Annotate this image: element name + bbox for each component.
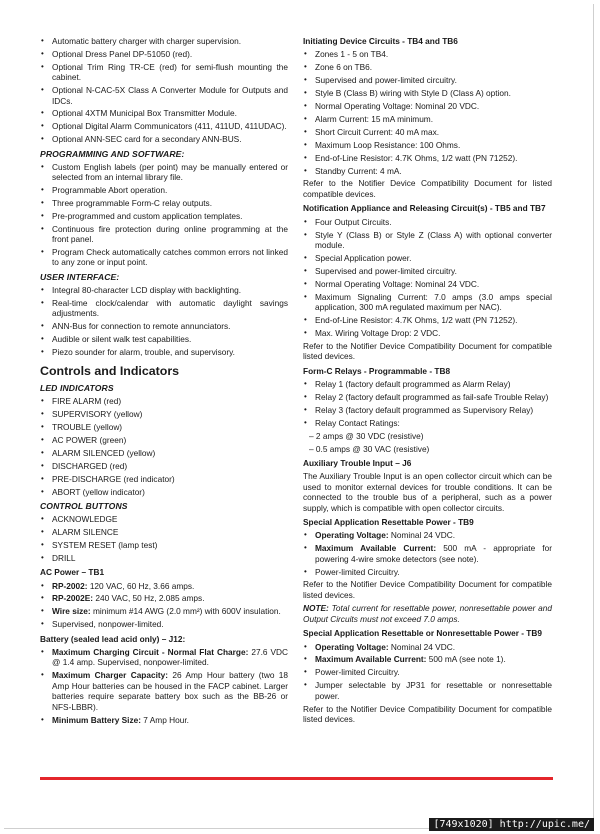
list-item: • Four Output Circuits. [303,217,552,227]
list-item: • Relay 2 (factory default programmed as fail-safe Trouble Relay) [303,392,552,402]
list-item: – 2 amps @ 30 VDC (resistive) [309,430,424,441]
spec-value: 500 mA - appropriate for powering 4-wire smoke detectors (see note). [315,543,552,564]
idc-heading: Initiating Device Circuits - TB4 and TB6 [303,36,458,46]
spec-value: minimum #14 AWG (2.0 mm²) with 600V insulation. [90,606,281,617]
user-interface-list [40,285,288,357]
list-item: • ABORT (yellow indicator) [40,487,288,497]
list-item: • Continuous fire protection during online programming at the front panel. [40,224,288,245]
tb9-heading: Special Application Resettable Power - TB9 [303,516,474,527]
battery-heading: Battery (sealed lead acid only) – J12: [40,633,186,644]
spec-key: Operating Voltage: [315,641,389,652]
left-column [40,36,288,727]
tb9-list [303,530,552,577]
user-interface-heading: USER INTERFACE: [40,271,120,282]
list-item: • Pre-programmed and custom application templates. [40,211,288,221]
tb9b-list [303,642,552,702]
spec-key: Maximum Charger Capacity: [52,670,169,681]
nac-list [303,217,552,339]
list-item: • FIRE ALARM (red) [40,396,288,406]
list-item: • ALARM SILENCE [40,527,288,537]
spec-value: 120 VAC, 60 Hz, 3.66 amps. [87,580,195,591]
list-item: • Piezo sounder for alarm, trouble, and supervisory. [40,347,288,357]
list-item: • Relay 3 (factory default programmed as Supervisory Relay) [303,405,552,415]
list-item: • Maximum Loop Resistance: 100 Ohms. [303,140,552,150]
list-item: • ACKNOWLEDGE [40,514,288,524]
list-item: • Supervised and power-limited circuitry. [303,266,552,276]
list-item: • TROUBLE (yellow) [40,422,288,432]
relays-list [303,379,552,454]
control-buttons-heading: CONTROL BUTTONS [40,501,128,511]
aux-trouble-text: The Auxiliary Trouble Input is an open collector circuit which can be used to monitor external devices for trouble conditions. It can be connected to the trouble bus of a peripheral, such as a power supply, which is compatible with open collector circuits. [303,471,552,513]
list-item [40,715,288,725]
spec-key: Operating Voltage: [315,530,389,541]
tb9-reference: Refer to the Notifier Device Compatibility Document for compatible listed devices. [303,579,552,600]
spec-key: Maximum Available Current: [315,654,427,665]
list-item [303,680,552,701]
list-item: • DISCHARGED (red) [40,461,288,471]
aux-trouble-heading: Auxiliary Trouble Input – J6 [303,457,412,468]
list-item: • DRILL [40,553,288,563]
list-item: • End-of-Line Resistor: 4.7K Ohms, 1/2 watt (PN 71252). [303,153,552,163]
right-column [303,36,552,727]
list-item: • Automatic battery charger with charger supervision. [40,36,288,46]
tb9b-heading: Special Application Resettable or Nonresettable Power - TB9 [303,628,542,639]
list-item: • Optional 4XTM Municipal Box Transmitter Module. [40,108,288,118]
list-item [303,543,552,564]
list-item [303,567,552,577]
relays-heading: Form-C Relays - Programmable - TB8 [303,365,451,376]
note [303,603,552,624]
list-item [40,593,288,603]
spec-key: RP-2002E: [52,593,94,604]
nac-reference: Refer to the Notifier Device Compatibility Document for compatible listed devices. [303,340,552,362]
spec-value: 26 Amp Hour battery (two 18 Amp Hour batteries can be housed in the FACP cabinet. Larger batteries require separate battery box such as the BB-26 or NFS-LBBR). [52,670,288,712]
list-item: • Short Circuit Current: 40 mA max. [303,127,552,137]
list-item [303,654,552,664]
idc-list [303,49,552,176]
spec-value: 240 VAC, 50 Hz, 2.085 amps. [93,593,205,604]
intro-list [40,36,288,145]
spec-key: Wire size: [52,606,91,617]
list-item: • Integral 80-character LCD display with backlighting. [40,285,288,295]
list-item [40,619,288,629]
spec-value: 7 Amp Hour. [140,714,189,725]
spec-value: 500 mA (see note 1). [426,654,506,665]
list-item [40,581,288,591]
list-item: • Optional Digital Alarm Communicators (411, 411UD, 411UDAC). [40,121,288,131]
list-item: • Real-time clock/calendar with automatic daylight savings adjustments. [40,298,288,319]
list-item [303,530,552,540]
list-item: • Zone 6 on TB6. [303,62,552,72]
footer-accent-bar [40,777,553,780]
spec-value: Jumper selectable by JP31 for resettable or nonresettable power. [315,680,552,701]
list-item: • SUPERVISORY (yellow) [40,409,288,419]
tb9b-reference: Refer to the Notifier Device Compatibility Document for compatible listed devices. [303,703,552,724]
list-item: • ANN-Bus for connection to remote annunciators. [40,321,288,331]
list-item [303,642,552,652]
list-item: • PRE-DISCHARGE (red indicator) [40,474,288,484]
list-item: • Optional N-CAC-5X Class A Converter Module for Outputs and IDCs. [40,85,288,106]
spec-value: Nominal 24 VDC. [388,530,456,541]
list-item [40,647,288,668]
list-item: • Special Application power. [303,253,552,263]
list-item: • Optional ANN-SEC card for a secondary ANN-BUS. [40,134,288,144]
list-item: • Normal Operating Voltage: Nominal 24 VDC. [303,279,552,289]
spec-value: Supervised, nonpower-limited. [52,619,164,630]
spec-value: Nominal 24 VDC. [388,641,456,652]
list-item: • Supervised and power-limited circuitry. [303,75,552,85]
spec-value: 27.6 VDC @ 1.4 amp. Supervised, nonpower-limited. [52,647,289,668]
controls-heading: Controls and Indicators [40,364,180,379]
list-item: • ALARM SILENCED (yellow) [40,448,288,458]
list-item: – 0.5 amps @ 30 VAC (resistive) [309,443,430,454]
spec-key: RP-2002: [52,580,88,591]
list-item: • Program Check automatically catches common errors not linked to any zone or input point. [40,247,288,268]
list-item: • Normal Operating Voltage: Nominal 20 VDC. [303,101,552,111]
list-item: • Optional Dress Panel DP-51050 (red). [40,49,288,59]
nac-heading: Notification Appliance and Releasing Circuit(s) - TB5 and TB7 [303,203,546,214]
list-item: • Max. Wiring Voltage Drop: 2 VDC. [303,328,552,338]
list-item: • Relay Contact Ratings: [303,418,552,428]
idc-reference: Refer to the Notifier Device Compatibility Document for listed compatible devices. [303,178,552,199]
led-list [40,396,288,497]
list-item: • Style Y (Class B) or Style Z (Class A) with optional converter module. [303,230,552,251]
list-item: • Audible or silent walk test capabilities. [40,334,288,344]
list-item: • Zones 1 - 5 on TB4. [303,49,552,59]
spec-value: Power-limited Circuitry. [315,566,400,577]
spec-key: Maximum Available Current: [315,543,437,554]
note-label: NOTE: [303,603,329,614]
list-item: • Programmable Abort operation. [40,185,288,195]
ac-power-heading: AC Power – TB1 [40,567,105,578]
list-item: • Relay 1 (factory default programmed as Alarm Relay) [303,379,552,389]
ac-power-list [40,581,288,630]
list-item: • AC POWER (green) [40,435,288,445]
list-item: • End-of-Line Resistor: 4.7K Ohms, 1/2 watt (PN 71252). [303,315,552,325]
programming-list [40,162,288,268]
list-item: • Three programmable Form-C relay outputs. [40,198,288,208]
spec-key: Minimum Battery Size: [52,714,141,725]
list-item [40,670,288,712]
list-item [40,606,288,616]
spec-key: Maximum Charging Circuit - Normal Flat Charge: [52,647,249,658]
spec-value: Power-limited Circuitry. [315,667,400,678]
list-item: • SYSTEM RESET (lamp test) [40,540,288,550]
list-item: • Optional Trim Ring TR-CE (red) for semi-flush mounting the cabinet. [40,62,288,83]
led-indicators-heading: LED INDICATORS [40,383,114,394]
list-item: • Maximum Signaling Current: 7.0 amps (3.0 amps special application, 300 mA regulated maximum per NAC). [303,292,552,313]
list-item: • Style B (Class B) wiring with Style D (Class A) option. [303,88,552,98]
list-item: • Custom English labels (per point) may be manually entered or selected from an internal library file. [40,162,288,183]
list-item: • Alarm Current: 15 mA minimum. [303,114,552,124]
list-item [303,667,552,677]
watermark-badge: [749x1020] http://upic.me/ [429,818,594,831]
battery-list [40,647,288,725]
programming-heading: PROGRAMMING AND SOFTWARE: [40,148,185,159]
list-item: • Standby Current: 4 mA. [303,166,552,176]
note-text: Total current for resettable power, nonresettable power and Output Circuits must not exceed 7.0 amps. [303,603,552,624]
control-buttons-list [40,514,288,563]
